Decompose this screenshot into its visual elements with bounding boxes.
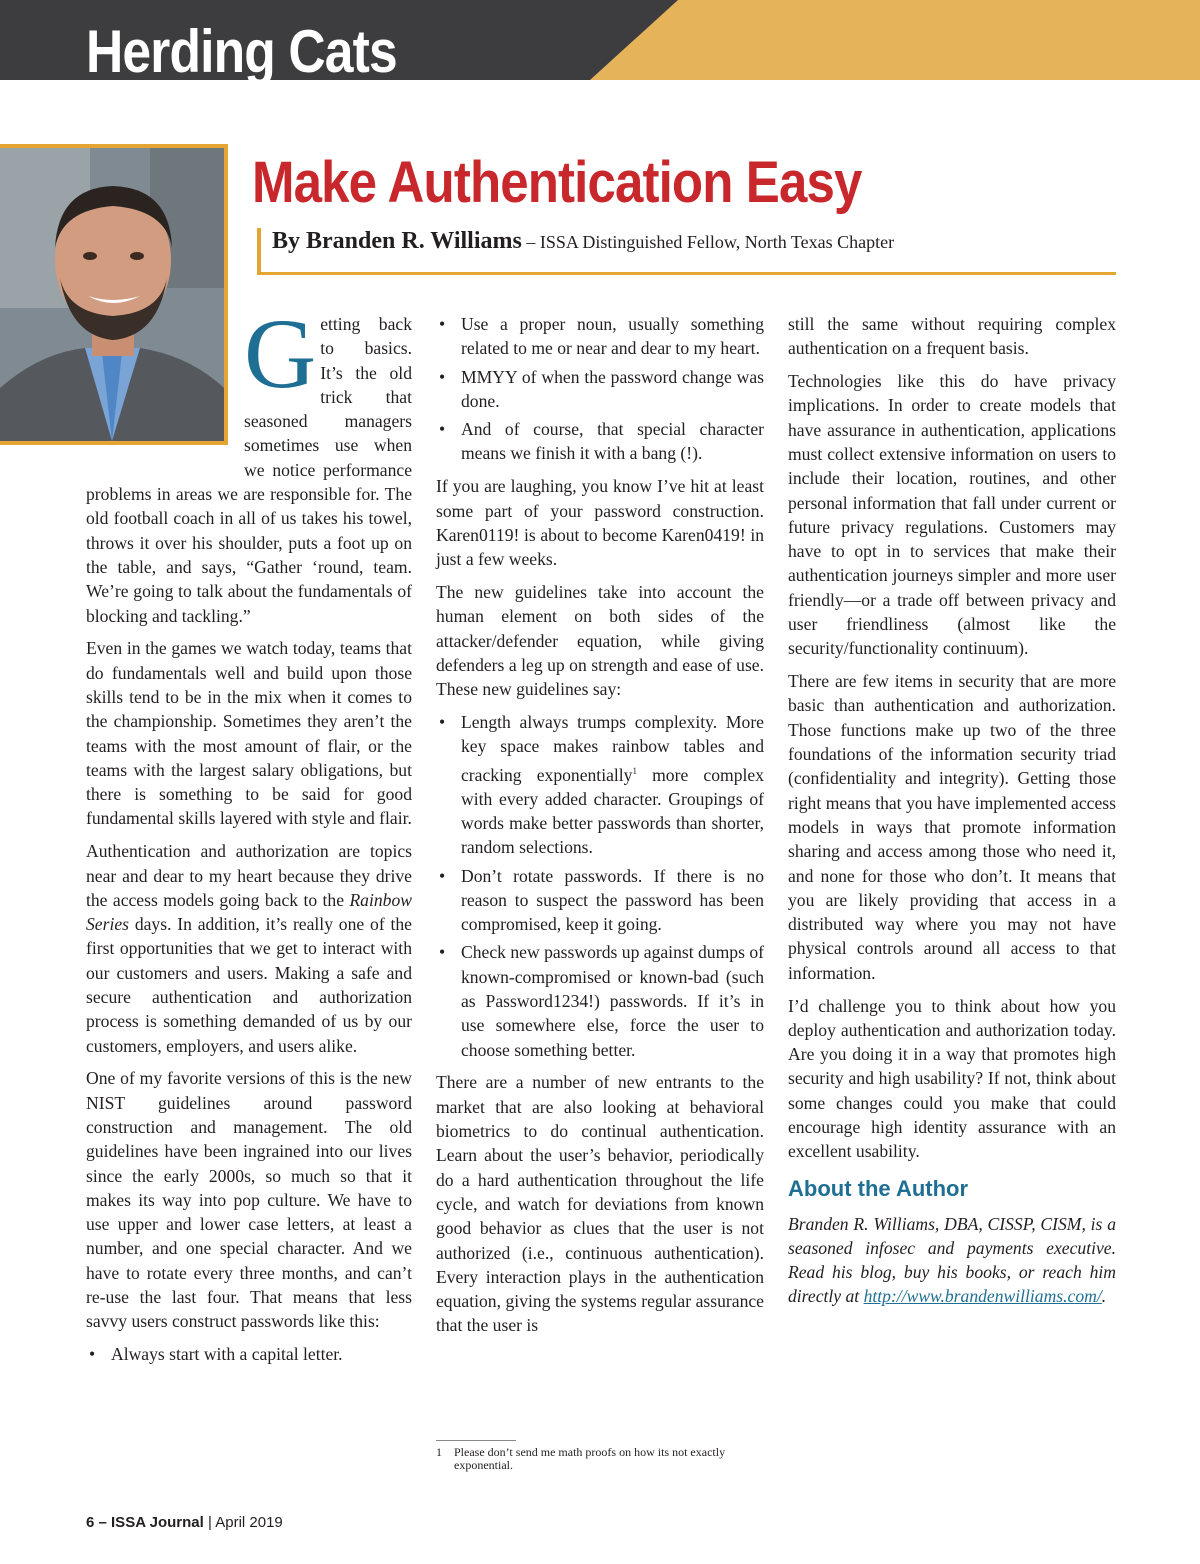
list-item: • Use a proper noun, usually something related to me or near and dear to my heart. (436, 312, 764, 361)
author-name: By Branden R. Williams (272, 228, 522, 254)
paragraph: If you are laughing, you know I’ve hit at least some part of your password construction. Karen0119! is about to become Karen0419! in just a few weeks. (436, 476, 764, 570)
new-guidelines-bullets (436, 710, 764, 1062)
list-item (436, 710, 764, 860)
footer-separator: | (203, 1514, 216, 1531)
column-2 (436, 312, 764, 1346)
footer-date: April 2019 (215, 1514, 283, 1531)
author-website-link[interactable]: http://www.brandenwilliams.com/ (863, 1286, 1102, 1307)
footnote-text: Please don’t send me math proofs on how its not exactly exponential. (454, 1445, 726, 1472)
old-password-bullets (436, 312, 764, 466)
byline-accent-bar (257, 228, 261, 274)
byline-rule (257, 272, 1116, 275)
dropcap-letter: G (244, 298, 317, 409)
paragraph: still the same without requiring complex authentication on a frequent basis. (788, 314, 1116, 359)
list-item: • MMYY of when the password change was done. (436, 365, 764, 414)
list-item: • Check new passwords up against dumps of known-compromised or known-bad (such as Password1234!) passwords. If it’s in use somewhere else, force the user to choose something better. (436, 940, 764, 1061)
paragraph: Technologies like this do have privacy implications. In order to create models that have assurance in authentication, applications must collect extensive information on users to include their location, routines, and other personal information that fall under current or future privacy regulations. Customers may have to opt in to services that make their authentication journeys simpler and more user friendly—or a trade off between privacy and user friendliness (almost like the security/functionality continuum). (788, 371, 1116, 659)
photo-wrap-spacer (86, 312, 244, 482)
about-author-text (788, 1212, 1116, 1309)
series-title: Rainbow Series (86, 889, 412, 935)
about-author-bio: Branden R. Williams, DBA, CISSP, CISM, is a seasoned infosec and payments executive. Read his blog, buy his books, or reach him directly at (788, 1213, 1116, 1307)
byline (272, 228, 894, 255)
footnote (436, 1446, 756, 1472)
article-headline: Make Authentication Easy (252, 150, 862, 215)
paragraph: One of my favorite versions of this is the new NIST guidelines around password construction and management. The old guidelines have been ingrained into our lives since the early 2000s, so much so that it makes its way into pop culture. We have to use upper and lower case letters, at least a number, and one special character. And we have to rotate every three months, and can’t re-use the last four. That means that less savvy users construct passwords like this: (86, 1068, 412, 1332)
paragraph: Even in the games we watch today, teams that do fundamentals well and build upon those skills tend to be in the mix when it comes to the championship. Sometimes they aren’t the teams with the most amount of flair, or the teams with the largest salary obligations, but there is something to be said for good fundamental skills layered with style and flair. (86, 638, 412, 829)
list-item: • Don’t rotate passwords. If there is no reason to suspect the password has been compromised, keep it going. (436, 864, 764, 937)
paragraph: The new guidelines take into account the human element on both sides of the attacker/defender equation, while giving defenders a leg up on strength and ease of use. These new guidelines say: (436, 581, 764, 700)
bullet-text: Length always trumps complexity. More key space makes rainbow tables and cracking exponentially (461, 711, 764, 785)
footnote-ref: 1 (632, 765, 637, 776)
section-banner (0, 0, 1200, 85)
section-title: Herding Cats (86, 18, 397, 85)
bullet-text: more complex with every added character. Groupings of words make better passwords than shorter, random selections. (461, 764, 764, 858)
paragraph: There are few items in security that are more basic than authentication and authorization. Those functions make up two of the three foundations of the information security triad (confidentiality and integrity). Getting those right means that you have implemented access models in ways that promote information sharing and access among those who need it, and none for those who don’t. It means that you are likely providing that access in a distributed way where you may not have physical controls around all access to that information. (788, 671, 1116, 983)
paragraph-text: Authentication and authorization are topics near and dear to my heart because they drive the access models going back to the (86, 841, 412, 910)
author-affiliation: – ISSA Distinguished Fellow, North Texas Chapter (521, 232, 895, 252)
paragraph: There are a number of new entrants to the market that are also looking at behavioral biometrics to do continual authentication. Learn about the user’s behavior, periodically do a hard authentication throughout the life cycle, and watch for deviations from known good behavior as clues that the user is not authorized (i.e., continuous authentication). Every interaction plays in the authentication equation, giving the systems regular assurance that the user is (436, 1072, 764, 1336)
column-1-body (86, 298, 412, 1375)
dropcap-region (86, 298, 412, 628)
password-bullets (86, 1342, 412, 1366)
intro-paragraph-text: etting back to basics. It’s the old trick that seasoned managers sometimes use when we notice performance problems in areas we are responsible for. The old football coach in all of us takes his towel, throws it over his shoulder, puts a foot up on the table, and says, “Gather ‘round, team. We’re going to talk about the fundamentals of blocking and tackling.” (86, 314, 412, 626)
paragraph: I’d challenge you to think about how you deploy authentication and authorization today. Are you doing it in a way that promotes high security and high usability? If not, think about some changes could you make that could encourage high identity assurance with an excellent usability. (788, 995, 1116, 1162)
paragraph (86, 839, 412, 1058)
footnote-rule (436, 1440, 516, 1441)
about-author-trailing: . (1101, 1286, 1107, 1307)
footer-source: 6 – ISSA Journal (86, 1514, 204, 1531)
list-item: • Always start with a capital letter. (86, 1342, 412, 1366)
list-item: • And of course, that special character means we finish it with a bang (!). (436, 417, 764, 466)
banner-accent-band (590, 0, 1200, 80)
column-3 (788, 312, 1116, 1317)
footnote-number: 1 (436, 1445, 442, 1459)
page-footer (86, 1514, 283, 1531)
about-author-heading: About the Author (788, 1175, 969, 1201)
paragraph-text: days. In addition, it’s really one of the first opportunities that we get to interact with our customers and users. Making a safe and secure authentication and authorization process is something demanded of us by our customers, employers, and users alike. (86, 914, 412, 1056)
